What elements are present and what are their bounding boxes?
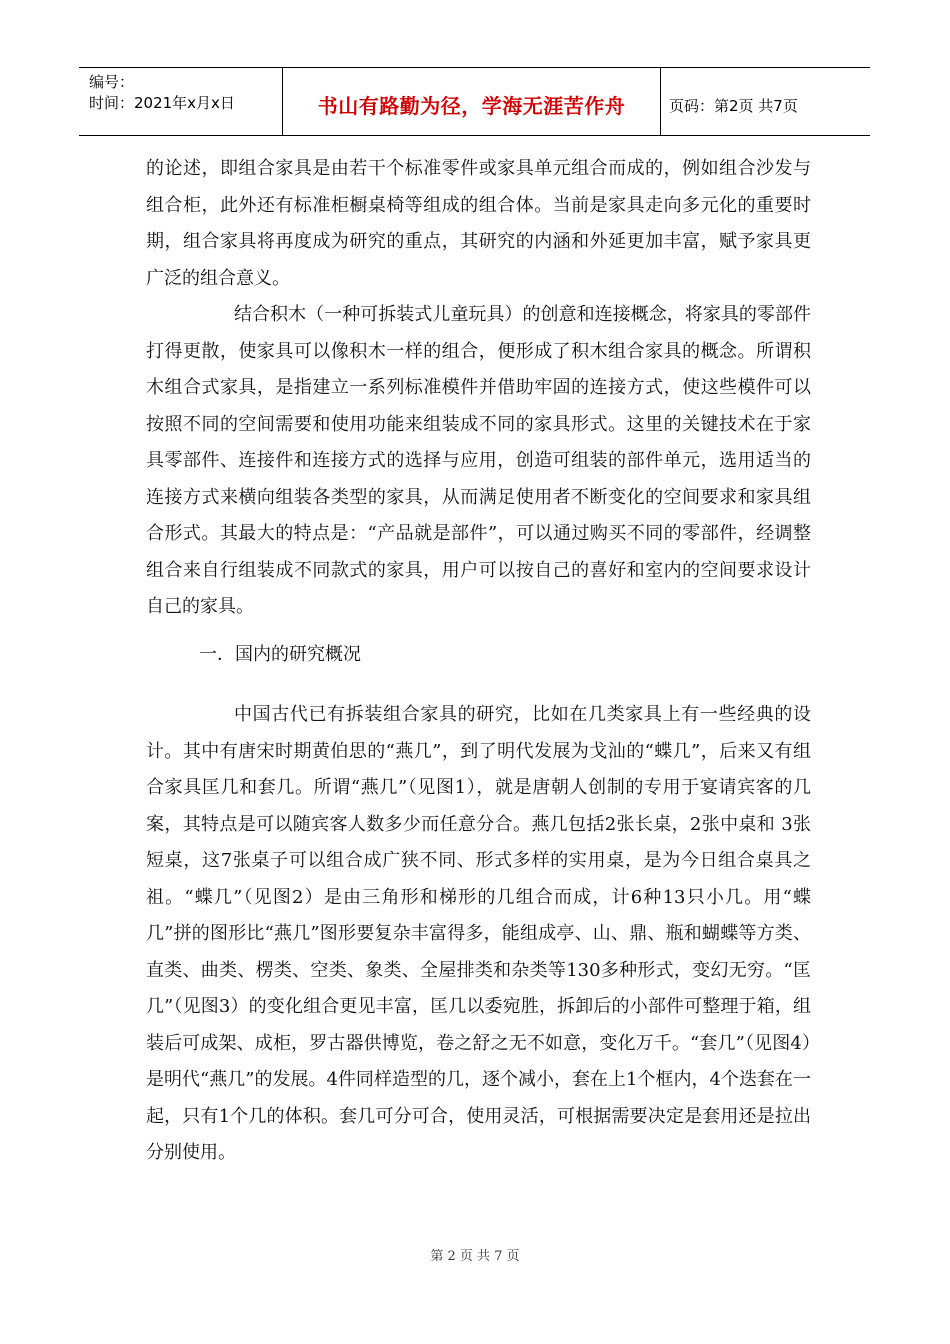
body-section-2 <box>146 697 811 1172</box>
paragraph-2: 结合积木（一种可拆装式儿童玩具）的创意和连接概念，将家具的零部件打得更散，使家具可以像积木一样的组合，便形成了积木组合家具的概念。所谓积木组合式家具，是指建立一系列标准模件并借助牢固的连接方式，使这些模件可以按照不同的空间需要和使用功能来组装成不同的家具形式。这里的关键技术在于家具零部件、连接件和连接方式的选择与应用，创造可组装的部件单元，选用适当的连接方式来横向组装各类型的家具，从而满足使用者不断变化的空间要求和家具组合形式。其最大的特点是：“产品就是部件”，可以通过购买不同的零部件，经调整组合来自行组装成不同款式的家具，用户可以按自己的喜好和室内的空间要求设计自己的家具。 <box>146 304 811 617</box>
number-label: 编号： <box>89 73 135 91</box>
page-header <box>79 67 870 136</box>
page-footer: 第 2 页 共 7 页 <box>430 1249 520 1264</box>
paragraph-1: 的论述，即组合家具是由若干个标准零件或家具单元组合而成的，例如组合沙发与组合柜，此外还有标准柜橱桌椅等组成的组合体。当前是家具走向多元化的重要时期，组合家具将再度成为研究的重点，其研究的内涵和外延更加丰富，赋予家具更广泛的组合意义。 <box>146 158 811 289</box>
header-meta <box>79 68 283 135</box>
date-label: 时间：2021年x月x日 <box>89 94 235 112</box>
header-motto: 书山有路勤为径，学海无涯苦作舟 <box>283 68 661 135</box>
body-section-1 <box>146 151 811 626</box>
header-page-label: 页码：第2页 共7页 <box>669 97 798 115</box>
section-heading: 一．国内的研究概况 <box>199 644 361 665</box>
paragraph-3: 中国古代已有拆装组合家具的研究，比如在几类家具上有一些经典的设计。其中有唐宋时期黄伯思的“燕几”，到了明代发展为戈汕的“蝶几”，后来又有组合家具匡几和套几。所谓“燕几”（见图1），就是唐朝人创制的专用于宴请宾客的几案，其特点是可以随宾客人数多少而任意分合。燕几包括2张长桌，2张中桌和 3张短桌，这7张桌子可以组合成广狭不同、形式多样的实用桌，是为今日组合桌具之祖。“蝶几”（见图2）是由三角形和梯形的几组合而成，计6种13只小几。用“蝶几”拼的图形比“燕几”图形要复杂丰富得多，能组成亭、山、鼎、瓶和蝴蝶等方类、直类、曲类、楞类、空类、象类、全屋排类和杂类等130多种形式，变幻无穷。“匡几”（见图3）的变化组合更见丰富，匡几以委宛胜，拆卸后的小部件可整理于箱，组装后可成架、成柜，罗古器供博览，卷之舒之无不如意，变化万千。“套几”（见图4）是明代“燕几”的发展。4件同样造型的几，逐个减小，套在上1个框内，4个迭套在一起，只有1个几的体积。套几可分可合，使用灵活，可根据需要决定是套用还是拉出分别使用。 <box>146 704 811 1163</box>
